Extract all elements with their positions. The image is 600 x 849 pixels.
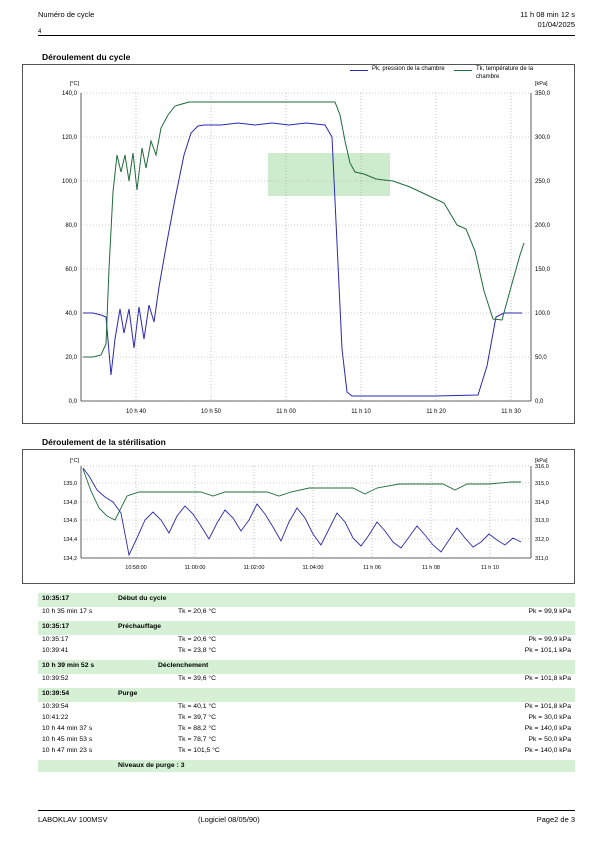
event-table (38, 593, 575, 772)
svg-text:80,0: 80,0 (65, 223, 77, 229)
svg-text:[kPa]: [kPa] (535, 81, 548, 87)
svg-text:134,2: 134,2 (63, 556, 77, 562)
svg-text:11:02:00: 11:02:00 (243, 565, 265, 571)
cycle-number-value: 4 (38, 29, 42, 35)
event-group-name: Préchauffage (118, 623, 162, 630)
event-row (38, 713, 575, 724)
event-temperature: Tk = 40,1 °C (178, 703, 217, 710)
svg-text:0,0: 0,0 (68, 399, 77, 405)
event-time: 10:39:52 (42, 675, 69, 682)
event-row (38, 702, 575, 713)
cycle-chart (22, 64, 575, 424)
svg-text:20,0: 20,0 (65, 355, 77, 361)
event-temperature: Tk = 101,5 °C (178, 747, 220, 754)
event-row (38, 724, 575, 735)
svg-text:300,0: 300,0 (535, 135, 551, 141)
svg-text:315,0: 315,0 (535, 481, 549, 487)
software-version: (Logiciel 08/05/90) (198, 815, 260, 824)
cycle-number-label: Numéro de cycle (38, 10, 95, 19)
event-row (38, 635, 575, 646)
event-pressure: Pk = 101,1 kPa (524, 647, 571, 654)
event-pressure: Pk = 140,0 kPa (524, 725, 571, 732)
event-time: 10 h 45 min 53 s (42, 736, 93, 743)
event-group-header (38, 688, 575, 702)
purge-levels-label: Niveaux de purge : 3 (118, 762, 185, 769)
header-meta (520, 10, 575, 30)
section-title-sterilisation: Déroulement de la stérilisation (42, 437, 166, 447)
event-temperature: Tk = 23,8 °C (178, 647, 217, 654)
event-pressure: Pk = 99,9 kPa (528, 636, 571, 643)
svg-text:11 h 30: 11 h 30 (501, 409, 521, 415)
event-group-name: Début du cycle (118, 595, 167, 602)
event-temperature: Tk = 20,6 °C (178, 636, 217, 643)
svg-text:11 h 06: 11 h 06 (363, 565, 381, 571)
svg-text:[°C]: [°C] (69, 81, 79, 87)
event-time: 10 h 44 min 37 s (42, 725, 93, 732)
svg-text:350,0: 350,0 (535, 91, 551, 97)
event-group-time: 10:39:54 (42, 690, 70, 697)
event-group-header (38, 593, 575, 607)
svg-text:11 h 08: 11 h 08 (422, 565, 440, 571)
event-time: 10:39:54 (42, 703, 69, 710)
section-title-cycle: Déroulement du cycle (42, 52, 131, 62)
svg-text:10 h 50: 10 h 50 (200, 409, 222, 415)
svg-text:50,0: 50,0 (535, 355, 547, 361)
legend-label-temperature: Tk, température de la chambre (476, 66, 534, 80)
event-pressure: Pk = 50,0 kPa (528, 736, 571, 743)
svg-text:10 h 40: 10 h 40 (125, 409, 147, 415)
event-group-time: 10 h 39 min 52 s (42, 662, 95, 669)
event-time: 10:39:41 (42, 647, 69, 654)
sterilisation-chart (22, 449, 575, 584)
event-temperature: Tk = 39,6 °C (178, 675, 217, 682)
svg-text:10:58:00: 10:58:00 (125, 565, 147, 571)
svg-text:140,0: 140,0 (61, 91, 77, 97)
svg-text:134,4: 134,4 (63, 537, 77, 543)
svg-text:313,0: 313,0 (535, 518, 549, 524)
svg-text:[kPa]: [kPa] (535, 458, 548, 464)
svg-text:[°C]: [°C] (69, 458, 79, 464)
page-header (38, 10, 575, 44)
svg-text:11:00:00: 11:00:00 (184, 565, 206, 571)
purge-levels-band (38, 760, 575, 772)
svg-text:40,0: 40,0 (65, 311, 77, 317)
event-pressure: Pk = 101,8 kPa (524, 703, 571, 710)
event-row (38, 607, 575, 618)
svg-text:11 h 10: 11 h 10 (351, 409, 371, 415)
svg-text:200,0: 200,0 (535, 223, 551, 229)
svg-text:150,0: 150,0 (535, 267, 551, 273)
legend-label-pressure: Pk, pression de la chambre (372, 66, 445, 72)
svg-text:100,0: 100,0 (61, 179, 77, 185)
legend-line-icon (350, 70, 368, 71)
event-time: 10 h 47 min 23 s (42, 747, 93, 754)
event-temperature: Tk = 20,6 °C (178, 608, 217, 615)
event-group-name: Purge (118, 690, 138, 697)
sterilisation-chart-svg (23, 450, 574, 583)
svg-text:120,0: 120,0 (61, 135, 77, 141)
event-row (38, 746, 575, 757)
event-temperature: Tk = 88,2 °C (178, 725, 217, 732)
legend-line-icon (454, 70, 472, 71)
page-number: Page2 de 3 (536, 815, 575, 824)
svg-text:60,0: 60,0 (65, 267, 77, 273)
event-time: 10:35:17 (42, 636, 69, 643)
footer-divider (38, 810, 575, 811)
svg-text:100,0: 100,0 (535, 311, 551, 317)
event-group-header (38, 621, 575, 635)
event-group-time: 10:35:17 (42, 623, 70, 630)
svg-text:11 h 00: 11 h 00 (276, 409, 296, 415)
svg-text:11 h 10: 11 h 10 (481, 565, 499, 571)
svg-text:0,0: 0,0 (535, 399, 544, 405)
event-row (38, 646, 575, 657)
event-group-header (38, 660, 575, 674)
event-row (38, 674, 575, 685)
header-divider (38, 35, 575, 36)
svg-text:135,0: 135,0 (63, 481, 77, 487)
event-pressure: Pk = 101,8 kPa (524, 675, 571, 682)
event-time: 10:41:22 (42, 714, 69, 721)
svg-text:312,0: 312,0 (535, 537, 549, 543)
svg-text:311,0: 311,0 (535, 556, 549, 562)
cycle-date: 01/04/2025 (537, 20, 575, 30)
event-pressure: Pk = 140,0 kPa (524, 747, 571, 754)
legend-item-pressure (350, 66, 554, 81)
event-temperature: Tk = 39,7 °C (178, 714, 217, 721)
event-group-time: 10:35:17 (42, 595, 70, 602)
event-group-name: Déclenchement (158, 662, 209, 669)
event-temperature: Tk = 78,7 °C (178, 736, 217, 743)
event-pressure: Pk = 30,0 kPa (528, 714, 571, 721)
event-row (38, 735, 575, 746)
svg-text:314,0: 314,0 (535, 500, 549, 506)
svg-text:250,0: 250,0 (535, 179, 551, 185)
event-time: 10 h 35 min 17 s (42, 608, 93, 615)
svg-text:134,6: 134,6 (63, 518, 77, 524)
cycle-chart-legend (350, 66, 554, 81)
event-pressure: Pk = 99,9 kPa (528, 608, 571, 615)
device-model: LABOKLAV 100MSV (38, 815, 108, 824)
svg-text:134,8: 134,8 (63, 500, 77, 506)
cycle-chart-svg (23, 65, 574, 423)
svg-text:11 h 20: 11 h 20 (426, 409, 446, 415)
svg-text:11:04:00: 11:04:00 (302, 565, 324, 571)
svg-text:316,0: 316,0 (535, 464, 549, 470)
cycle-duration: 11 h 08 min 12 s (520, 10, 575, 19)
